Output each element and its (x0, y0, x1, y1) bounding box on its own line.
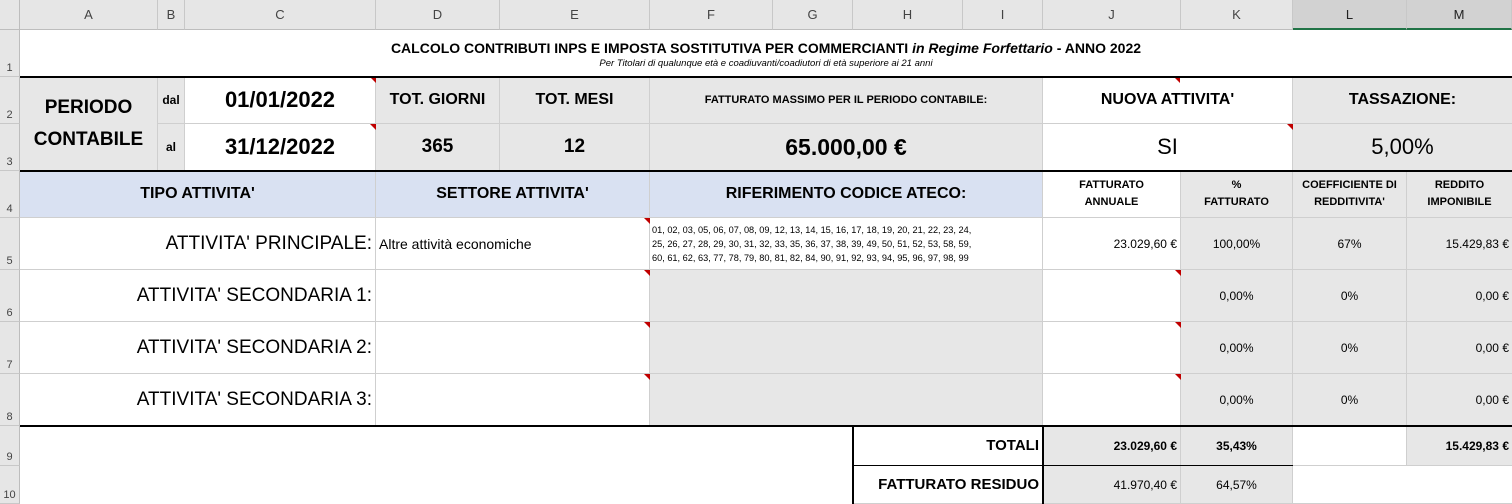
period-start-date[interactable]: 01/01/2022 (185, 77, 376, 124)
column-header-e[interactable]: E (500, 0, 650, 30)
period-label-cell[interactable] (20, 77, 158, 171)
totali-label: TOTALI (853, 426, 1043, 466)
column-header-g[interactable]: G (773, 0, 853, 30)
activity-reddito[interactable]: 0,00 € (1407, 322, 1512, 374)
totali-fatturato[interactable]: 23.029,60 € (1043, 426, 1181, 466)
activity-fatturato[interactable] (1043, 322, 1181, 374)
period-end-date[interactable]: 31/12/2022 (185, 124, 376, 171)
activity-reddito[interactable]: 15.429,83 € (1407, 218, 1512, 270)
period-label-line2: CONTABILE (33, 128, 144, 150)
column-header-j[interactable]: J (1043, 0, 1181, 30)
sheet-title: CALCOLO CONTRIBUTI INPS E IMPOSTA SOSTITUTIVA PER COMMERCIANTI in Regime Forfettario - ANNO 2022 (390, 39, 1142, 56)
table-border (853, 465, 1293, 466)
column-header-i[interactable]: I (963, 0, 1043, 30)
activity-tipo: ATTIVITA' PRINCIPALE: (20, 218, 376, 270)
comment-indicator[interactable] (644, 270, 650, 276)
fatturato-residuo-percentuale[interactable]: 64,57% (1181, 466, 1293, 504)
activity-percentuale[interactable]: 0,00% (1181, 322, 1293, 374)
activity-percentuale[interactable]: 100,00% (1181, 218, 1293, 270)
row-header-5[interactable]: 5 (0, 218, 20, 270)
comment-indicator[interactable] (644, 322, 650, 328)
activity-ateco[interactable] (650, 322, 1043, 374)
activity-settore[interactable] (376, 374, 650, 426)
comment-indicator[interactable] (644, 218, 650, 224)
row-header-2[interactable]: 2 (0, 77, 20, 124)
nuova-attivita-value[interactable]: SI (1043, 124, 1293, 171)
activity-coefficiente[interactable]: 67% (1293, 218, 1407, 270)
activity-ateco[interactable]: 01, 02, 03, 05, 06, 07, 08, 09, 12, 13, 14, 15, 16, 17, 18, 19, 20, 21, 22, 23, 24, 25, 26, 27, 28, 29, 30, 31, 32, 33, 35, 36, 37, 38, 39, 49, 50, 51, 52, 53, 58, 59, 60, 61, 62, 63, 77, 78, 79, 80, 81, 82, 84, 90, 91, 92, 93, 94, 95, 96, 97, 98, 99 (650, 218, 1043, 270)
header-percentuale-fatturato: % FATTURATO (1181, 171, 1293, 218)
row-header-10[interactable]: 10 (0, 466, 20, 504)
header-fatturato-annuale: FATTURATO ANNUALE (1043, 171, 1181, 218)
activity-tipo: ATTIVITA' SECONDARIA 2: (20, 322, 376, 374)
row-header-1[interactable]: 1 (0, 30, 20, 77)
tassazione-value[interactable]: 5,00% (1293, 124, 1512, 171)
activity-ateco[interactable] (650, 374, 1043, 426)
residuo-empty-cell[interactable] (1293, 466, 1512, 504)
period-label-line1: PERIODO (44, 96, 133, 118)
activity-reddito[interactable]: 0,00 € (1407, 270, 1512, 322)
fatturato-massimo-label: FATTURATO MASSIMO PER IL PERIODO CONTABILE: (650, 77, 1043, 124)
fatturato-residuo-value[interactable]: 41.970,40 € (1043, 466, 1181, 504)
column-header-d[interactable]: D (376, 0, 500, 30)
activity-percentuale[interactable]: 0,00% (1181, 374, 1293, 426)
column-header-l[interactable]: L (1293, 0, 1407, 30)
totali-coefficiente-empty[interactable] (1293, 426, 1407, 466)
totali-percentuale[interactable]: 35,43% (1181, 426, 1293, 466)
column-header-b[interactable]: B (158, 0, 185, 30)
header-reddito-imponibile: REDDITO IMPONIBILE (1407, 171, 1512, 218)
header-coefficiente-redditivita: COEFFICIENTE DI REDDITIVITA' (1293, 171, 1407, 218)
row-header-8[interactable]: 8 (0, 374, 20, 426)
comment-indicator[interactable] (1175, 322, 1181, 328)
row-header-6[interactable]: 6 (0, 270, 20, 322)
activity-settore[interactable]: Altre attività economiche (376, 218, 650, 270)
sheet-title-cell[interactable] (20, 30, 1512, 77)
header-settore-attivita: SETTORE ATTIVITA' (376, 171, 650, 218)
header-tipo-attivita: TIPO ATTIVITA' (20, 171, 376, 218)
row-header-7[interactable]: 7 (0, 322, 20, 374)
sheet-subtitle: Per Titolari di qualunque età e coadiuvanti/coadiutori di età superiore ai 21 anni (599, 57, 933, 69)
column-header-c[interactable]: C (185, 0, 376, 30)
activity-reddito[interactable]: 0,00 € (1407, 374, 1512, 426)
activity-settore[interactable] (376, 270, 650, 322)
header-codice-ateco: RIFERIMENTO CODICE ATECO: (650, 171, 1043, 218)
table-border (20, 76, 1512, 78)
totali-reddito[interactable]: 15.429,83 € (1407, 426, 1512, 466)
row-header-3[interactable]: 3 (0, 124, 20, 171)
activity-fatturato[interactable] (1043, 374, 1181, 426)
comment-indicator[interactable] (1287, 124, 1293, 130)
activity-fatturato[interactable]: 23.029,60 € (1043, 218, 1181, 270)
column-header-k[interactable]: K (1181, 0, 1293, 30)
comment-indicator[interactable] (370, 124, 376, 130)
activity-fatturato[interactable] (1043, 270, 1181, 322)
activity-coefficiente[interactable]: 0% (1293, 374, 1407, 426)
activity-coefficiente[interactable]: 0% (1293, 322, 1407, 374)
column-header-h[interactable]: H (853, 0, 963, 30)
activity-percentuale[interactable]: 0,00% (1181, 270, 1293, 322)
fatturato-residuo-label: FATTURATO RESIDUO (853, 466, 1043, 504)
tot-mesi-value[interactable]: 12 (500, 124, 650, 171)
activity-settore[interactable] (376, 322, 650, 374)
column-header-f[interactable]: F (650, 0, 773, 30)
dal-label: dal (158, 77, 185, 124)
row-header-9[interactable]: 9 (0, 426, 20, 466)
column-header-m[interactable]: M (1407, 0, 1512, 30)
tot-giorni-value[interactable]: 365 (376, 124, 500, 171)
tot-mesi-label: TOT. MESI (500, 77, 650, 124)
tassazione-label: TASSAZIONE: (1293, 77, 1512, 124)
fatturato-massimo-value[interactable]: 65.000,00 € (650, 124, 1043, 171)
comment-indicator[interactable] (1175, 374, 1181, 380)
column-header-a[interactable]: A (20, 0, 158, 30)
activity-coefficiente[interactable]: 0% (1293, 270, 1407, 322)
tot-giorni-label: TOT. GIORNI (376, 77, 500, 124)
activity-tipo: ATTIVITA' SECONDARIA 1: (20, 270, 376, 322)
row-header-4[interactable]: 4 (0, 171, 20, 218)
select-all-corner[interactable] (0, 0, 20, 30)
table-border (20, 170, 1512, 172)
activity-tipo: ATTIVITA' SECONDARIA 3: (20, 374, 376, 426)
al-label: al (158, 124, 185, 171)
comment-indicator[interactable] (644, 374, 650, 380)
nuova-attivita-label: NUOVA ATTIVITA' (1043, 77, 1293, 124)
activity-ateco[interactable] (650, 270, 1043, 322)
comment-indicator[interactable] (1175, 270, 1181, 276)
table-border (20, 425, 1512, 427)
